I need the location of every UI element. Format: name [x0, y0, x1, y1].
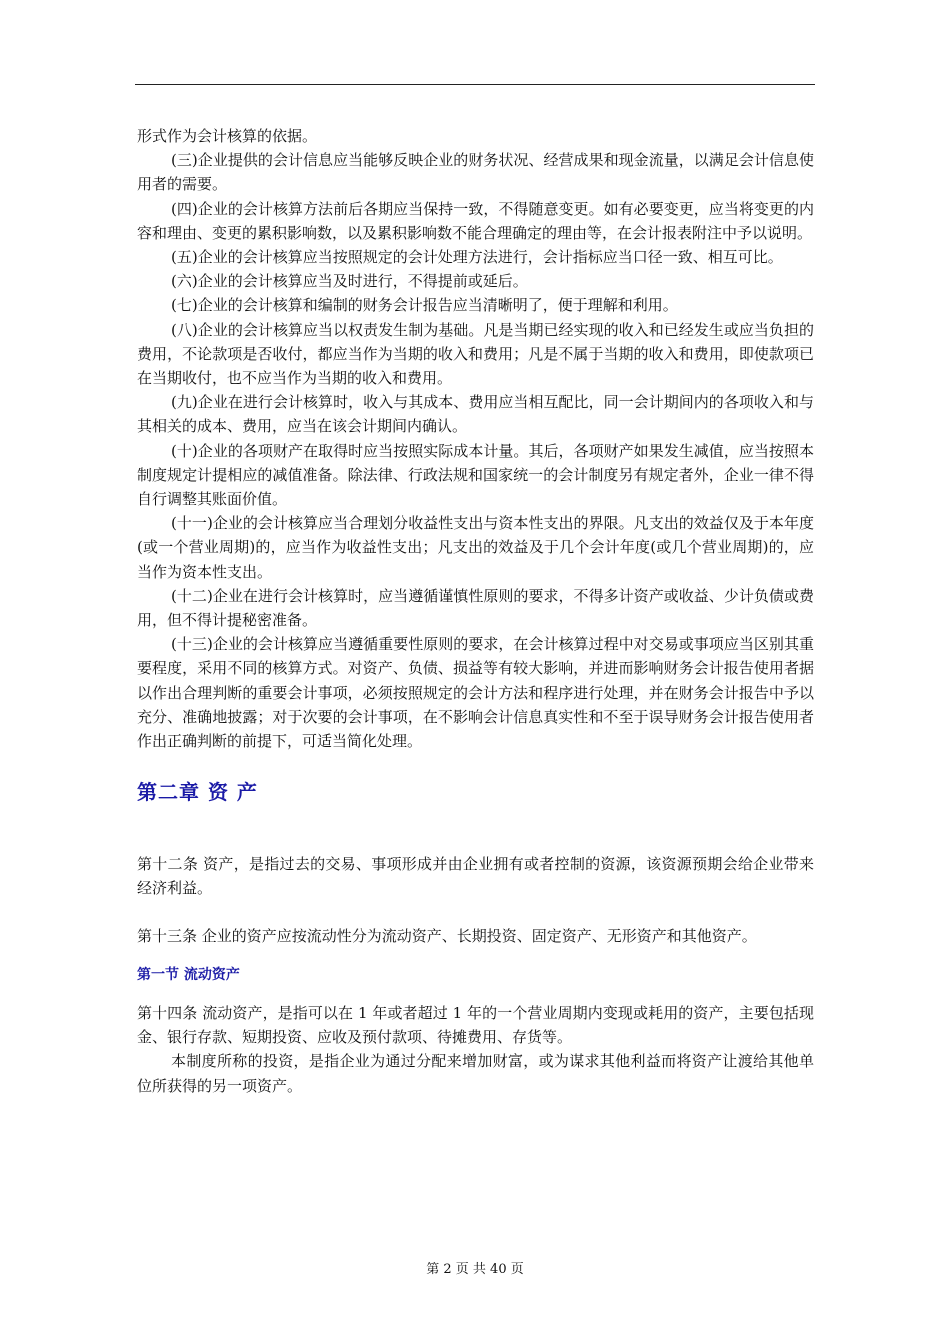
paragraph-item-10: (十)企业的各项财产在取得时应当按照实际成本计量。其后，各项财产如果发生减值，应当按照本制度规定计提相应的减值准备。除法律、行政法规和国家统一的会计制度另有规定者外，企业一律不得自行调整其账面价值。: [137, 441, 814, 509]
paragraph-investment-definition: 本制度所称的投资，是指企业为通过分配来增加财富，或为谋求其他利益而将资产让渡给其他单位所获得的另一项资产。: [137, 1052, 814, 1095]
paragraph-item-12: (十二)企业在进行会计核算时，应当遵循谨慎性原则的要求，不得多计资产或收益、少计负债或费用，但不得计提秘密准备。: [137, 586, 814, 630]
document-body: [137, 124, 814, 1098]
paragraph-item-9: (九)企业在进行会计核算时，收入与其成本、费用应当相互配比，同一会计期间内的各项收入和与其相关的成本、费用，应当在该会计期间内确认。: [137, 393, 814, 436]
article-14: 第十四条 流动资产，是指可以在 1 年或者超过 1 年的一个营业周期内变现或耗用的资产，主要包括现金、银行存款、短期投资、应收及预付款项、待摊费用、存货等。: [137, 1003, 814, 1047]
section-heading: 第一节 流动资产: [137, 966, 240, 983]
header-rule: [135, 84, 815, 85]
spacer: [137, 807, 814, 852]
page-number-footer: 第 2 页 共 40 页: [426, 1262, 524, 1277]
article-12: 第十二条 资产，是指过去的交易、事项形成并由企业拥有或者控制的资源，该资源预期会给企业带来经济利益。: [137, 855, 814, 898]
paragraph-item-11: (十一)企业的会计核算应当合理划分收益性支出与资本性支出的界限。凡支出的效益仅及于本年度(或一个营业周期)的，应当作为收益性支出；凡支出的效益及于几个会计年度(或几个营业周期)的，应当作为资本性支出。: [137, 514, 814, 581]
paragraph-item-4: (四)企业的会计核算方法前后各期应当保持一致，不得随意变更。如有必要变更，应当将变更的内容和理由、变更的累积影响数，以及累积影响数不能合理确定的理由等，在会计报表附注中予以说明。: [137, 199, 814, 242]
paragraph-item-3: (三)企业提供的会计信息应当能够反映企业的财务状况、经营成果和现金流量，以满足会计信息使用者的需要。: [137, 151, 814, 194]
paragraph-continuation: 形式作为会计核算的依据。: [137, 127, 318, 145]
paragraph-item-8: (八)企业的会计核算应当以权责发生制为基础。凡是当期已经实现的收入和已经发生或应当负担的费用，不论款项是否收付，都应当作为当期的收入和费用；凡是不属于当期的收入和费用，即使款项已在当期收付，也不应当作为当期的收入和费用。: [137, 320, 814, 388]
paragraph-item-6: (六)企业的会计核算应当及时进行，不得提前或延后。: [171, 272, 528, 291]
paragraph-item-5: (五)企业的会计核算应当按照规定的会计处理方法进行，会计指标应当口径一致、相互可比。: [171, 248, 783, 267]
article-13: 第十三条 企业的资产应按流动性分为流动资产、长期投资、固定资产、无形资产和其他资产。: [137, 926, 757, 945]
paragraph-item-13: (十三)企业的会计核算应当遵循重要性原则的要求，在会计核算过程中对交易或事项应当区别其重要程度，采用不同的核算方式。对资产、负债、损益等有较大影响，并进而影响财务会计报告使用者据以作出合理判断的重要会计事项，必须按照规定的会计方法和程序进行处理，并在财务会计报告中予以充分、准确地披露；对于次要的会计事项，在不影响会计信息真实性和不至于误导财务会计报告使用者作出正确判断的前提下，可适当简化处理。: [137, 635, 814, 751]
spacer: [137, 985, 814, 1001]
paragraph-item-7: (七)企业的会计核算和编制的财务会计报告应当清晰明了，便于理解和利用。: [171, 296, 678, 315]
chapter-heading: 第二章 资 产: [137, 780, 258, 805]
spacer: [137, 901, 814, 924]
